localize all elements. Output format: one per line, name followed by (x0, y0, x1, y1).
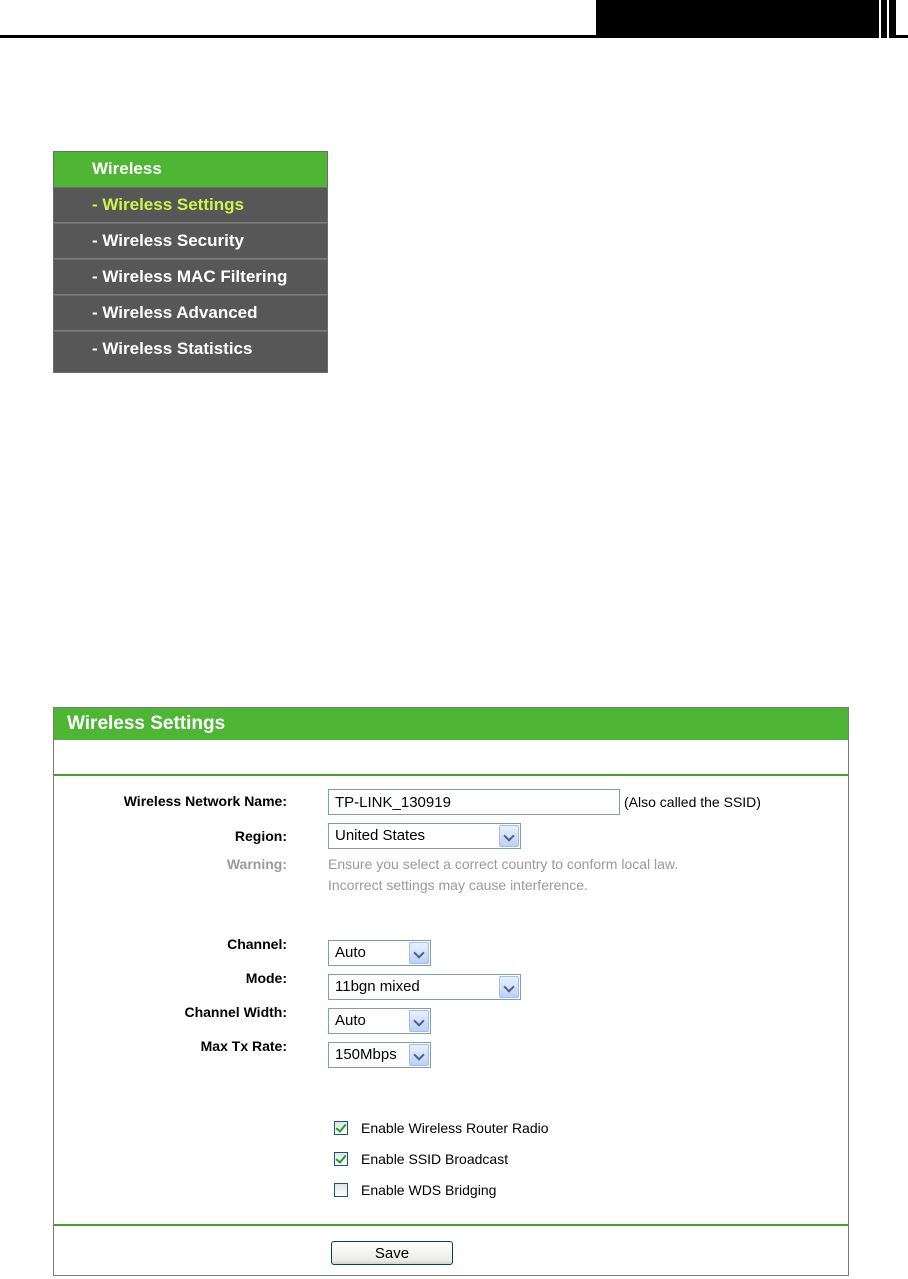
divider (54, 774, 848, 776)
max-tx-rate-label: Max Tx Rate: (200, 1038, 287, 1054)
channel-label: Channel: (227, 936, 287, 952)
chevron-down-icon[interactable] (499, 976, 519, 998)
enable-wds-label: Enable WDS Bridging (361, 1182, 497, 1198)
header-tab-divider (879, 0, 881, 38)
menu-item-wireless-mac-filtering[interactable]: - Wireless MAC Filtering (54, 260, 327, 295)
wireless-settings-panel (53, 707, 849, 1276)
menu-item-wireless-advanced[interactable]: - Wireless Advanced (54, 296, 327, 331)
warning-text-line1: Ensure you select a correct country to conform local law. (328, 856, 679, 872)
enable-radio-label: Enable Wireless Router Radio (361, 1120, 549, 1136)
warning-text-line2: Incorrect settings may cause interference. (328, 877, 588, 893)
chevron-down-icon[interactable] (499, 825, 519, 847)
divider (54, 1224, 848, 1226)
enable-ssid-broadcast-checkbox[interactable] (334, 1152, 348, 1166)
region-select[interactable] (328, 823, 521, 849)
channel-width-label: Channel Width: (184, 1004, 287, 1020)
chevron-down-icon[interactable] (409, 1010, 429, 1032)
mode-select[interactable] (328, 974, 521, 1000)
chevron-down-icon[interactable] (409, 1044, 429, 1066)
max-tx-rate-select[interactable] (328, 1042, 431, 1068)
region-value: United States (335, 827, 426, 844)
max-tx-rate-value: 150Mbps (335, 1046, 397, 1063)
menu-item-wireless-settings[interactable]: - Wireless Settings (54, 188, 327, 223)
save-button[interactable]: Save (331, 1241, 453, 1265)
channel-width-value: Auto (335, 1012, 366, 1029)
enable-wds-checkbox[interactable] (334, 1183, 348, 1197)
mode-label: Mode: (245, 970, 287, 986)
warning-label: Warning: (226, 856, 287, 872)
channel-value: Auto (335, 944, 366, 961)
chevron-down-icon[interactable] (409, 942, 429, 964)
channel-select[interactable] (328, 940, 431, 966)
panel-title: Wireless Settings (54, 708, 848, 740)
mode-value: 11bgn mixed (335, 978, 420, 995)
page-header-tab (596, 0, 896, 38)
network-name-label: Wireless Network Name: (123, 793, 287, 809)
enable-ssid-broadcast-label: Enable SSID Broadcast (361, 1151, 509, 1167)
enable-radio-checkbox[interactable] (334, 1121, 348, 1135)
menu-header-wireless[interactable]: Wireless (54, 152, 327, 187)
header-tab-divider (887, 0, 889, 38)
menu-item-wireless-statistics[interactable]: - Wireless Statistics (54, 332, 327, 372)
ssid-hint: (Also called the SSID) (624, 794, 761, 810)
channel-width-select[interactable] (328, 1008, 431, 1034)
region-label: Region: (234, 828, 287, 844)
network-name-input[interactable] (328, 789, 620, 815)
wireless-menu (53, 151, 328, 373)
menu-item-wireless-security[interactable]: - Wireless Security (54, 224, 327, 259)
